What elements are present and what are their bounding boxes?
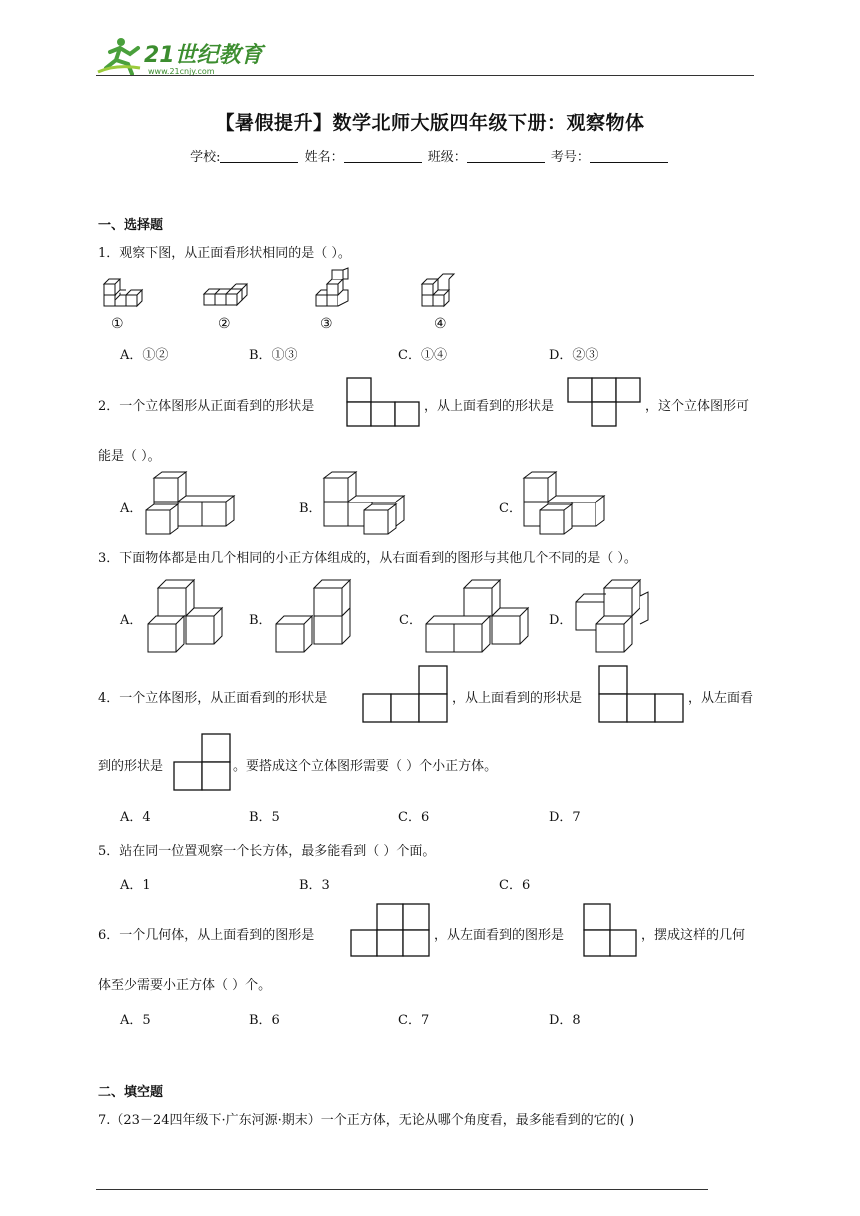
q3-option-a[interactable]: A． — [120, 613, 143, 628]
q1-figure-1 — [100, 270, 150, 314]
q5-option-b[interactable]: B．3 — [299, 878, 330, 893]
class-label: 班级： — [427, 150, 467, 165]
q1-label-4: ④ — [434, 316, 447, 332]
q4-option-a[interactable]: A．4 — [120, 810, 151, 825]
question-5-stem: 5．站在同一位置观察一个长方体，最多能看到（ ）个面。 — [98, 844, 436, 859]
q3-option-d[interactable]: D． — [549, 613, 573, 628]
q2-figure-a — [146, 470, 242, 536]
q2-figure-b — [322, 470, 418, 536]
q3-figure-d — [574, 576, 664, 656]
question-2-stem-d: 能是（ ）。 — [98, 449, 161, 464]
q2-top-view — [567, 377, 643, 427]
runner-icon — [98, 38, 140, 74]
q1-option-d[interactable]: D．②③ — [549, 348, 599, 363]
section-title: 二、填空题 — [98, 1085, 164, 1100]
student-info — [0, 146, 860, 165]
question-1-stem: 1．观察下图，从正面看形状相同的是（ ）。 — [98, 246, 351, 261]
q6-top-view — [349, 903, 433, 959]
section-title: 一、选择题 — [98, 218, 164, 233]
q4-front-view — [362, 665, 450, 723]
page-title: 【暑假提升】数学北师大版四年级下册：观察物体 — [215, 112, 645, 134]
q4-left-view — [173, 733, 233, 791]
q1-label-3: ③ — [320, 316, 333, 332]
header-rule — [96, 75, 754, 76]
q3-option-c[interactable]: C． — [399, 613, 422, 628]
q3-figure-c — [424, 576, 536, 656]
logo-url: www.21cnjy.com — [148, 67, 215, 76]
q1-figure-3 — [312, 268, 362, 312]
school-label: 学校: — [190, 150, 221, 165]
q1-figure-2 — [200, 280, 260, 314]
q6-option-a[interactable]: A．5 — [120, 1013, 151, 1028]
question-6-stem-d: 体至少需要小正方体（ ）个。 — [98, 978, 272, 993]
q1-label-2: ② — [218, 316, 231, 332]
q2-figure-c — [522, 470, 618, 536]
q1-option-c[interactable]: C．①④ — [398, 348, 447, 363]
q5-option-c[interactable]: C．6 — [499, 878, 531, 893]
name-blank[interactable] — [344, 150, 422, 163]
question-2-stem-b: ，从上面看到的形状是 — [424, 399, 555, 414]
q3-figure-b — [274, 576, 358, 656]
q2-option-a[interactable]: A． — [120, 501, 143, 516]
question-2-stem-a: 2．一个立体图形从正面看到的形状是 — [98, 399, 315, 414]
school-blank[interactable] — [220, 150, 298, 163]
q4-option-b[interactable]: B．5 — [249, 810, 280, 825]
q6-option-d[interactable]: D．8 — [549, 1013, 581, 1028]
exam-no-blank[interactable] — [590, 150, 668, 163]
question-4-stem-c: ，从左面看 — [688, 691, 754, 706]
q2-option-c[interactable]: C． — [499, 501, 522, 516]
logo — [96, 34, 266, 78]
q4-option-c[interactable]: C．6 — [398, 810, 430, 825]
q6-left-view — [582, 903, 640, 959]
class-blank[interactable] — [467, 150, 545, 163]
exam-no-label: 考号： — [550, 150, 590, 165]
question-6-stem-c: ，摆成这样的几何 — [641, 928, 746, 943]
question-4-stem-a: 4．一个立体图形，从正面看到的形状是 — [98, 691, 328, 706]
q6-option-c[interactable]: C．7 — [398, 1013, 430, 1028]
question-4-stem-e: 。要搭成这个立体图形需要（ ）个小正方体。 — [233, 759, 498, 774]
q3-option-b[interactable]: B． — [249, 613, 272, 628]
question-2-stem-c: ，这个立体图形可 — [645, 399, 750, 414]
question-4-stem-d: 到的形状是 — [98, 759, 164, 774]
q1-label-1: ① — [111, 316, 124, 332]
name-label: 姓名： — [304, 150, 344, 165]
q1-option-a[interactable]: A．①② — [120, 348, 169, 363]
question-4-stem-b: ，从上面看到的形状是 — [452, 691, 583, 706]
logo-text: 21世纪教育 — [144, 43, 263, 68]
q5-option-a[interactable]: A．1 — [120, 878, 151, 893]
q1-figure-4 — [418, 270, 464, 312]
question-7-stem: 7.（23－24四年级下·广东河源·期末）一个正方体，无论从哪个角度看，最多能看到的它的( ) — [98, 1113, 635, 1128]
q1-option-b[interactable]: B．①③ — [249, 348, 298, 363]
q3-figure-a — [146, 576, 230, 656]
q4-option-d[interactable]: D．7 — [549, 810, 581, 825]
q2-option-b[interactable]: B． — [299, 501, 322, 516]
q2-front-view — [346, 377, 422, 427]
q6-option-b[interactable]: B．6 — [249, 1013, 280, 1028]
question-3-stem: 3．下面物体都是由几个相同的小正方体组成的，从右面看到的图形与其他几个不同的是（ ）。 — [98, 551, 637, 566]
footer-rule — [96, 1189, 708, 1190]
question-6-stem-a: 6．一个几何体，从上面看到的图形是 — [98, 928, 315, 943]
q4-top-view — [598, 665, 686, 723]
question-6-stem-b: ，从左面看到的图形是 — [434, 928, 565, 943]
